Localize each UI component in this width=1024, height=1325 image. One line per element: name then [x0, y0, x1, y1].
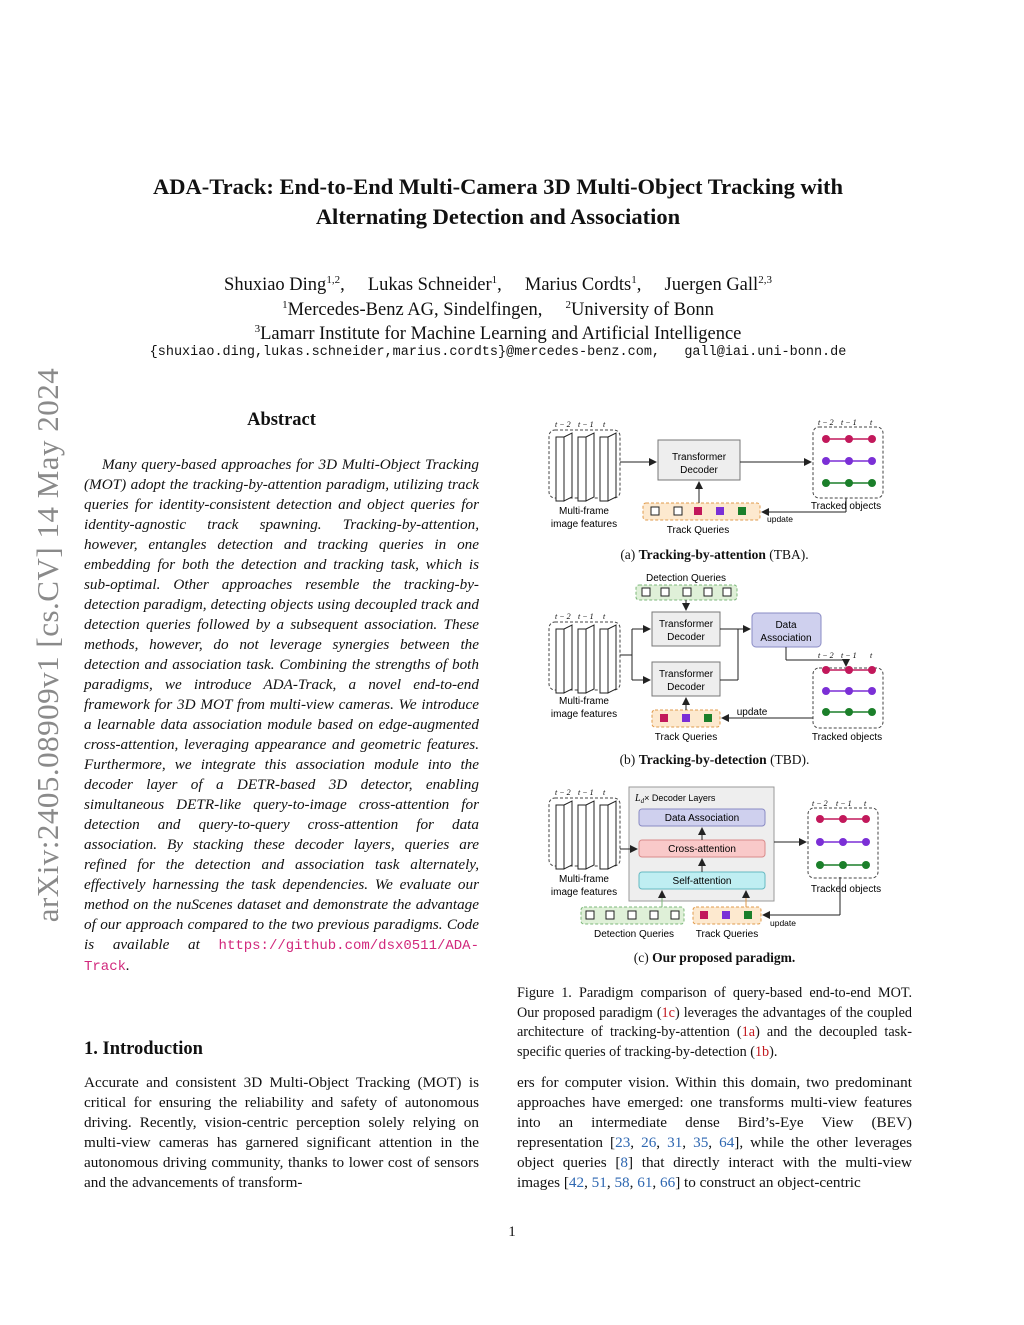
subcaption-b: (b) Tracking-by-detection (TBD). — [619, 752, 810, 767]
data-association-label: Data Association — [664, 813, 740, 824]
query-square — [723, 588, 731, 596]
decoder-label: Decoder — [667, 682, 705, 693]
transformer-label: Transformer — [671, 452, 727, 463]
time-label: t − 2 — [555, 612, 571, 621]
query-square — [660, 714, 668, 722]
detection-queries-label: Detection Queries — [645, 573, 727, 584]
feature-map — [578, 433, 594, 501]
title-line-2: Alternating Detection and Association — [315, 204, 681, 229]
query-square — [661, 588, 669, 596]
query-square — [642, 588, 650, 596]
query-square — [716, 507, 724, 515]
multiframe-label: image features — [550, 519, 618, 530]
track-queries-label: Track Queries — [654, 732, 718, 743]
query-square — [744, 911, 752, 919]
time-label: t − 1 — [578, 788, 594, 797]
title-line-1: ADA-Track: End-to-End Multi-Camera 3D Multi-Object Tracking with — [153, 174, 843, 199]
update-label: update — [770, 918, 796, 928]
author: Marius Cordts$^1$, — [524, 274, 642, 296]
author-emails: {shuxiao.ding,lukas.schneider,marius.cordts}@mercedes-benz.com, gall@iai.uni-bonn.de — [149, 345, 847, 360]
time-label: t — [603, 612, 606, 621]
query-square — [671, 911, 679, 919]
citation[interactable]: 35 — [693, 1134, 709, 1151]
time-label: t − 2 — [818, 651, 834, 660]
time-label: t − 1 — [578, 420, 594, 429]
panel-c — [549, 787, 881, 940]
citation[interactable]: 51 — [591, 1174, 607, 1191]
time-label: t − 2 — [818, 418, 834, 427]
citation[interactable]: 42 — [568, 1174, 585, 1191]
track-queries-label: Track Queries — [695, 929, 759, 940]
query-square — [704, 588, 712, 596]
intro-heading: 1. Introduction — [84, 1039, 203, 1059]
multiframe-label: Multi-frame — [558, 874, 610, 885]
intro-body: Accurate and consistent 3D Multi-Object Tracking (MOT) is critical for ensuring the reliability and safety of autonomous driving. Recently, vision-centric perception solely relying on multi-view cameras has garnered significant attention in the autonomous driving community, thanks to lower cost of sensors and the advancements of transform- — [84, 1074, 479, 1191]
trajectory-purple — [822, 457, 876, 465]
time-label: t − 2 — [812, 799, 828, 808]
code-link[interactable]: https://github.com/dsx0511/ADA-Track — [84, 938, 479, 975]
update-label: update — [736, 707, 768, 718]
query-square — [628, 911, 636, 919]
multiframe-label: Multi-frame — [558, 506, 610, 517]
tracked-objects-box — [813, 668, 883, 728]
multiframe-label: image features — [550, 887, 618, 898]
figure-caption: Figure 1. Paradigm comparison of query-based end-to-end MOT. Our proposed paradigm (1c) leverages the advantages of the coupled architecture of tracking-by-attention (1a) and the decoupled task-specific queries of tracking-by-detection (1b). — [517, 985, 913, 1060]
trajectory-magenta — [816, 815, 870, 823]
decoder-layers-label: $L_d\times$ Decoder Layers — [635, 793, 716, 805]
citation[interactable]: 61 — [637, 1174, 653, 1191]
update-label: update — [767, 514, 793, 524]
transformer-label: Transformer — [658, 619, 714, 630]
detection-queries-label: Detection Queries — [593, 929, 675, 940]
citation[interactable]: 31 — [667, 1134, 683, 1151]
trajectory-green — [822, 708, 876, 716]
citation[interactable]: 8 — [620, 1154, 628, 1171]
author: Shuxiao Ding$^{1,2}$, — [224, 274, 345, 296]
association-label: Association — [760, 633, 812, 644]
query-square — [606, 911, 614, 919]
figure-ref[interactable]: 1c — [661, 1004, 675, 1021]
author: Lukas Schneider$^1$, — [367, 274, 502, 296]
affiliation-line-2: $^3$Lamarr Institute for Machine Learning and Artificial Intelligence — [254, 323, 742, 345]
decoder-label: Decoder — [680, 465, 718, 476]
trajectory-green — [816, 861, 870, 869]
right-column-body: ers for computer vision. Within this domain, two predominant approaches have emerged: one transforms multi-view features into an intermediate dense Bird’s-Eye View (BEV) representation [23, 26, 31, 35, 64], while the other leverages object queries [8] that directly interact with the multi-view images [42, 51, 58, 61, 66] to construct an object-centric — [517, 1074, 913, 1191]
panel-b — [549, 573, 883, 743]
time-label: t − 1 — [841, 651, 857, 660]
query-square — [682, 714, 690, 722]
figure-ref[interactable]: 1a — [741, 1024, 756, 1040]
query-square — [650, 911, 658, 919]
tracked-objects-label: Tracked objects — [811, 732, 883, 743]
query-square — [651, 507, 659, 515]
panel-a — [549, 418, 883, 536]
track-queries-label: Track Queries — [666, 525, 730, 536]
multiframe-label: Multi-frame — [558, 696, 610, 707]
query-square — [700, 911, 708, 919]
cross-attention-label: Cross-attention — [668, 844, 736, 855]
transformer-label: Transformer — [658, 669, 714, 680]
trajectory-green — [822, 479, 876, 487]
multiframe-label: image features — [550, 709, 618, 720]
citation[interactable]: 23 — [615, 1134, 631, 1151]
tracked-objects-label: Tracked objects — [810, 884, 882, 895]
trajectory-purple — [816, 838, 870, 846]
time-label: t − 1 — [836, 799, 852, 808]
query-square — [694, 507, 702, 515]
trajectory-magenta — [822, 666, 876, 674]
subcaption-a: (a) Tracking-by-attention (TBA). — [620, 547, 809, 562]
tracked-objects-label: Tracked objects — [810, 501, 882, 512]
data-label: Data — [775, 620, 797, 631]
author: Juergen Gall$^{2,3}$ — [664, 274, 772, 296]
time-label: t — [864, 799, 867, 808]
query-square — [586, 911, 594, 919]
query-square — [738, 507, 746, 515]
decoder-label: Decoder — [667, 632, 705, 643]
page-number: 1 — [508, 1224, 516, 1240]
abstract-heading: Abstract — [247, 410, 316, 430]
time-label: t − 2 — [555, 788, 571, 797]
time-label: t — [603, 420, 606, 429]
affiliation-line-1: $^1$Mercedes-Benz AG, Sindelfingen, $^2$University of Bonn — [282, 299, 714, 321]
citation[interactable]: 58 — [614, 1174, 630, 1191]
time-label: t − 1 — [578, 612, 594, 621]
self-attention-label: Self-attention — [672, 876, 732, 887]
trajectory-purple — [822, 687, 876, 695]
citation[interactable]: 26 — [641, 1134, 657, 1151]
query-square — [683, 588, 691, 596]
abstract-body: Many query-based approaches for 3D Multi-Object Tracking (MOT) adopt the tracking-by-attention paradigm, utilizing track queries for identity-consistent detection and object queries for identity-agnostic track spawning. Tracking-by-attention, however, entangles detection and tracking queries in one embedding for both the detection and tracking task, which is sub-optimal. Other approaches resemble the tracking-by-detection paradigm, detecting objects using decoupled track and detection queries followed by a subsequent association. These methods, however, do not leverage synergies between the detection and association task. Combining the strengths of both paradigms, we introduce ADA-Track, a novel end-to-end framework for 3D MOT from multi-view cameras. We introduce a learnable data association module based on edge-augmented cross-attention, leveraging appearance and geometric features. Furthermore, we integrate this association module into the decoder layer of a DETR-based 3D detector, enabling simultaneous DETR-like query-to-image cross-attention for detection and query-to-query cross-attention for data association. By stacking these decoder layers, queries are refined for the detection and association task alternately, effectively harnessing the task dependencies. We evaluate our method on the nuScenes dataset and demonstrate the advantage of our approach compared to the two previous paradigms. Code is available at https://github.com/dsx0511/ADA-Track. — [84, 456, 479, 975]
query-square — [704, 714, 712, 722]
feature-map — [600, 433, 616, 501]
time-label: t — [603, 788, 606, 797]
feature-map — [556, 433, 572, 501]
time-label: t − 1 — [841, 418, 857, 427]
time-label: t — [870, 651, 873, 660]
figure-ref[interactable]: 1b — [754, 1043, 770, 1060]
subcaption-c: (c) Our proposed paradigm. — [633, 950, 796, 965]
arxiv-id: arXiv:2405.08909v1 [cs.CV] 14 May 2024 — [30, 367, 65, 923]
trajectory-magenta — [822, 435, 876, 443]
query-square — [674, 507, 682, 515]
citation[interactable]: 64 — [719, 1134, 735, 1151]
citation[interactable]: 66 — [660, 1174, 676, 1191]
query-square — [722, 911, 730, 919]
time-label: t − 2 — [555, 420, 571, 429]
time-label: t — [870, 418, 873, 427]
